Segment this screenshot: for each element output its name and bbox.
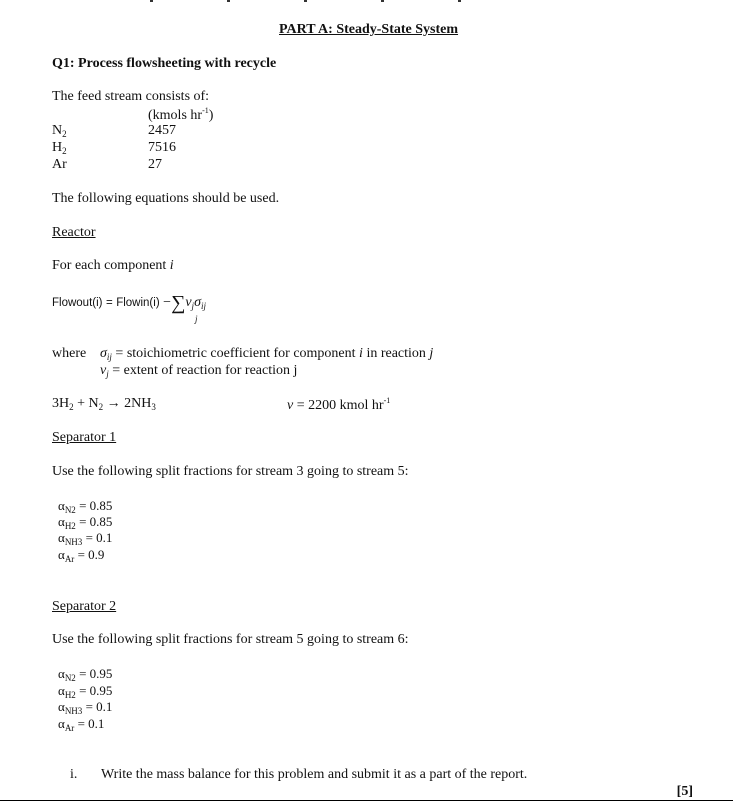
task-text: Write the mass balance for this problem and submit it as a part of the report.: [101, 767, 528, 782]
separator-1-intro: Use the following split fractions for stream 3 going to stream 5:: [52, 464, 409, 479]
separator-2-fraction-n2: $\alpha_{N2} = 0.95$: [58, 666, 113, 683]
where-sigma-definition: $\sigma_{ij}$ = stoichiometric coefficient for component i in reaction j: [100, 346, 434, 362]
separator-2-fraction-h2: $\alpha_{H2} = 0.95$: [58, 683, 113, 700]
feed-value-ar: 27: [148, 157, 162, 172]
reactor-equation: Flowout(i) = Flowin(i) $-\sum v_j\sigma_{ij}$: [52, 292, 206, 314]
separator-1-fraction-nh3: $\alpha_{NH3} = 0.1$: [58, 530, 113, 547]
feed-component-ar: Ar: [52, 157, 67, 172]
page-title: PART A: Steady-State System: [279, 22, 459, 37]
reactor-for-each: For each component i: [52, 258, 174, 273]
task-marks: [5]: [676, 784, 693, 799]
question-title: Q1: Process flowsheeting with recycle: [52, 56, 277, 71]
separator-2-heading: Separator 2: [52, 599, 117, 614]
feed-component-n2: $N_2$: [52, 123, 67, 139]
reaction-equation: $3H_2 + N_2 \to 2NH_3$: [52, 396, 156, 412]
separator-1-fraction-ar: $\alpha_{Ar} = 0.9$: [58, 547, 105, 564]
previous-page-text-fragment: [150, 0, 590, 3]
feed-intro: The feed stream consists of:: [52, 89, 210, 104]
where-label: where: [52, 346, 87, 361]
separator-2-intro: Use the following split fractions for stream 5 going to stream 6:: [52, 632, 409, 647]
where-v-definition: $v_j$ = extent of reaction for reaction j: [100, 363, 298, 379]
sum-index: j: [195, 314, 198, 324]
feed-component-h2: $H_2$: [52, 140, 67, 156]
feed-value-h2: 7516: [148, 140, 176, 155]
separator-1-fraction-h2: $\alpha_{H2} = 0.85$: [58, 514, 113, 531]
feed-units: (kmols $hr^{-1}$): [148, 106, 214, 123]
reaction-extent: v = 2200 kmol $hr^{-1}$: [287, 396, 391, 413]
separator-2-fraction-ar: $\alpha_{Ar} = 0.1$: [58, 716, 105, 733]
equations-intro: The following equations should be used.: [52, 191, 280, 206]
task-number: i.: [70, 767, 78, 782]
separator-1-fraction-n2: $\alpha_{N2} = 0.85$: [58, 498, 113, 515]
separator-2-fraction-nh3: $\alpha_{NH3} = 0.1$: [58, 699, 113, 716]
feed-value-n2: 2457: [148, 123, 176, 138]
sum-symbol: ∑: [171, 292, 186, 314]
bottom-rule: [0, 800, 733, 801]
reactor-heading: Reactor: [52, 225, 96, 240]
separator-1-heading: Separator 1: [52, 430, 117, 445]
